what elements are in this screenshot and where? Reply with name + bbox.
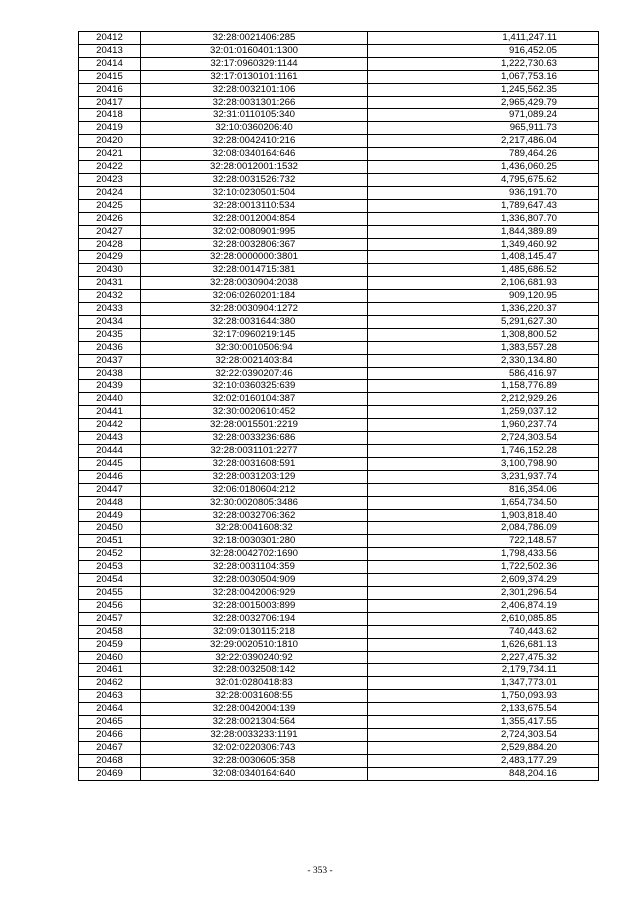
- value-cell: 2,227,475.32: [368, 651, 599, 664]
- table-row: [79, 238, 599, 251]
- row-number-cell: 20461: [79, 664, 141, 677]
- table-row: [79, 341, 599, 354]
- table-row: [79, 496, 599, 509]
- table-row: [79, 122, 599, 135]
- cadastral-number-cell: 32:30:0020610:452: [141, 406, 368, 419]
- row-number-cell: 20442: [79, 419, 141, 432]
- row-number-cell: 20453: [79, 561, 141, 574]
- row-number-cell: 20424: [79, 186, 141, 199]
- cadastral-number-cell: 32:28:0031301:266: [141, 96, 368, 109]
- table-row: [79, 277, 599, 290]
- value-cell: 1,746,152.28: [368, 445, 599, 458]
- table-row: [79, 419, 599, 432]
- table-row: [79, 483, 599, 496]
- row-number-cell: 20465: [79, 716, 141, 729]
- cadastral-number-cell: 32:28:0012004:854: [141, 212, 368, 225]
- cadastral-number-cell: 32:01:0280418:83: [141, 677, 368, 690]
- cadastral-number-cell: 32:28:0030504:909: [141, 574, 368, 587]
- value-cell: 2,406,874.19: [368, 599, 599, 612]
- value-cell: 936,191.70: [368, 186, 599, 199]
- row-number-cell: 20454: [79, 574, 141, 587]
- cadastral-number-cell: 32:28:0031203:129: [141, 470, 368, 483]
- value-cell: 965,911.73: [368, 122, 599, 135]
- table-row: [79, 161, 599, 174]
- row-number-cell: 20428: [79, 238, 141, 251]
- cadastral-number-cell: 32:28:0033233:1191: [141, 728, 368, 741]
- table-row: [79, 380, 599, 393]
- cadastral-number-cell: 32:31:0110105:340: [141, 109, 368, 122]
- row-number-cell: 20420: [79, 135, 141, 148]
- cadastral-number-cell: 32:06:0180604:212: [141, 483, 368, 496]
- value-cell: 1,067,753.16: [368, 70, 599, 83]
- value-cell: 2,106,681.93: [368, 277, 599, 290]
- table-row: [79, 406, 599, 419]
- value-cell: 2,610,085.85: [368, 612, 599, 625]
- value-cell: 2,724,303.54: [368, 432, 599, 445]
- table-row: [79, 148, 599, 161]
- table-row: [79, 44, 599, 57]
- table-row: [79, 703, 599, 716]
- table-row: [79, 290, 599, 303]
- cadastral-number-cell: 32:02:0160104:387: [141, 393, 368, 406]
- cadastral-number-cell: 32:28:0012001:1532: [141, 161, 368, 174]
- row-number-cell: 20412: [79, 32, 141, 45]
- table-row: [79, 186, 599, 199]
- cadastral-number-cell: 32:22:0390207:46: [141, 367, 368, 380]
- cadastral-number-cell: 32:28:0032706:194: [141, 612, 368, 625]
- row-number-cell: 20423: [79, 173, 141, 186]
- row-number-cell: 20419: [79, 122, 141, 135]
- cadastral-number-cell: 32:28:0015501:2219: [141, 419, 368, 432]
- row-number-cell: 20426: [79, 212, 141, 225]
- table-row: [79, 251, 599, 264]
- value-cell: 1,411,247.11: [368, 32, 599, 45]
- cadastral-number-cell: 32:09:0130115:218: [141, 625, 368, 638]
- cadastral-number-cell: 32:28:0031101:2277: [141, 445, 368, 458]
- cadastral-number-cell: 32:28:0032508:142: [141, 664, 368, 677]
- row-number-cell: 20459: [79, 638, 141, 651]
- row-number-cell: 20427: [79, 225, 141, 238]
- table-row: [79, 548, 599, 561]
- value-cell: 2,084,786.09: [368, 522, 599, 535]
- table-row: [79, 574, 599, 587]
- cadastral-number-cell: 32:28:0013110:534: [141, 199, 368, 212]
- value-cell: 1,626,681.13: [368, 638, 599, 651]
- table-row: [79, 509, 599, 522]
- table-row: [79, 561, 599, 574]
- table-row: [79, 367, 599, 380]
- table-row: [79, 70, 599, 83]
- table-row: [79, 470, 599, 483]
- row-number-cell: 20462: [79, 677, 141, 690]
- value-cell: 1,158,776.89: [368, 380, 599, 393]
- row-number-cell: 20447: [79, 483, 141, 496]
- table-row: [79, 612, 599, 625]
- row-number-cell: 20469: [79, 767, 141, 780]
- value-cell: 1,349,460.92: [368, 238, 599, 251]
- cadastral-value-table: [78, 31, 599, 781]
- table-row: [79, 303, 599, 316]
- value-cell: 2,179,734.11: [368, 664, 599, 677]
- value-cell: 2,609,374.29: [368, 574, 599, 587]
- cadastral-number-cell: 32:28:0031644:380: [141, 315, 368, 328]
- value-cell: 5,291,627.30: [368, 315, 599, 328]
- row-number-cell: 20449: [79, 509, 141, 522]
- cadastral-number-cell: 32:06:0260201:184: [141, 290, 368, 303]
- value-cell: 1,798,433.56: [368, 548, 599, 561]
- value-cell: 2,724,303.54: [368, 728, 599, 741]
- table-row: [79, 754, 599, 767]
- value-cell: 1,960,237.74: [368, 419, 599, 432]
- value-cell: 1,750,093.93: [368, 690, 599, 703]
- value-cell: 2,217,486.04: [368, 135, 599, 148]
- table-row: [79, 354, 599, 367]
- value-cell: 1,308,800.52: [368, 328, 599, 341]
- value-cell: 2,529,884.20: [368, 741, 599, 754]
- row-number-cell: 20418: [79, 109, 141, 122]
- table-row: [79, 264, 599, 277]
- row-number-cell: 20456: [79, 599, 141, 612]
- table-row: [79, 728, 599, 741]
- row-number-cell: 20422: [79, 161, 141, 174]
- row-number-cell: 20433: [79, 303, 141, 316]
- table-row: [79, 393, 599, 406]
- table-row: [79, 445, 599, 458]
- cadastral-number-cell: 32:28:0031608:55: [141, 690, 368, 703]
- row-number-cell: 20458: [79, 625, 141, 638]
- cadastral-number-cell: 32:28:0021304:564: [141, 716, 368, 729]
- cadastral-number-cell: 32:22:0390240:92: [141, 651, 368, 664]
- table-row: [79, 586, 599, 599]
- cadastral-number-cell: 32:28:0041608:32: [141, 522, 368, 535]
- cadastral-number-cell: 32:29:0020510:1810: [141, 638, 368, 651]
- value-cell: 916,452.05: [368, 44, 599, 57]
- table-row: [79, 96, 599, 109]
- cadastral-number-cell: 32:30:0020805:3486: [141, 496, 368, 509]
- row-number-cell: 20416: [79, 83, 141, 96]
- row-number-cell: 20413: [79, 44, 141, 57]
- table-row: [79, 625, 599, 638]
- table-row: [79, 199, 599, 212]
- row-number-cell: 20444: [79, 445, 141, 458]
- cadastral-number-cell: 32:28:0000000:3801: [141, 251, 368, 264]
- row-number-cell: 20439: [79, 380, 141, 393]
- cadastral-number-cell: 32:17:0960219:145: [141, 328, 368, 341]
- row-number-cell: 20455: [79, 586, 141, 599]
- value-cell: 2,133,675.54: [368, 703, 599, 716]
- value-cell: 722,148.57: [368, 535, 599, 548]
- cadastral-number-cell: 32:28:0014715:381: [141, 264, 368, 277]
- row-number-cell: 20441: [79, 406, 141, 419]
- table-row: [79, 457, 599, 470]
- cadastral-number-cell: 32:28:0042702:1690: [141, 548, 368, 561]
- table-row: [79, 109, 599, 122]
- row-number-cell: 20438: [79, 367, 141, 380]
- value-cell: 848,204.16: [368, 767, 599, 780]
- table-row: [79, 173, 599, 186]
- row-number-cell: 20432: [79, 290, 141, 303]
- cadastral-number-cell: 32:28:0032806:367: [141, 238, 368, 251]
- value-cell: 1,355,417.55: [368, 716, 599, 729]
- value-cell: 4,795,675.62: [368, 173, 599, 186]
- row-number-cell: 20463: [79, 690, 141, 703]
- cadastral-number-cell: 32:28:0030904:1272: [141, 303, 368, 316]
- row-number-cell: 20464: [79, 703, 141, 716]
- cadastral-number-cell: 32:02:0220306:743: [141, 741, 368, 754]
- value-cell: 1,222,730.63: [368, 57, 599, 70]
- value-cell: 1,383,557.28: [368, 341, 599, 354]
- value-cell: 1,844,389.89: [368, 225, 599, 238]
- row-number-cell: 20437: [79, 354, 141, 367]
- table-row: [79, 638, 599, 651]
- row-number-cell: 20414: [79, 57, 141, 70]
- cadastral-number-cell: 32:17:0130101:1161: [141, 70, 368, 83]
- row-number-cell: 20429: [79, 251, 141, 264]
- table-row: [79, 741, 599, 754]
- value-cell: 1,336,807.70: [368, 212, 599, 225]
- table-row: [79, 32, 599, 45]
- cadastral-number-cell: 32:08:0340164:640: [141, 767, 368, 780]
- row-number-cell: 20460: [79, 651, 141, 664]
- table-row: [79, 664, 599, 677]
- value-cell: 1,903,818.40: [368, 509, 599, 522]
- row-number-cell: 20431: [79, 277, 141, 290]
- value-cell: 1,347,773.01: [368, 677, 599, 690]
- row-number-cell: 20466: [79, 728, 141, 741]
- value-cell: 2,330,134.80: [368, 354, 599, 367]
- value-cell: 3,231,937.74: [368, 470, 599, 483]
- value-cell: 2,212,929.26: [368, 393, 599, 406]
- cadastral-number-cell: 32:08:0340164:646: [141, 148, 368, 161]
- row-number-cell: 20425: [79, 199, 141, 212]
- row-number-cell: 20443: [79, 432, 141, 445]
- cadastral-number-cell: 32:10:0360206:40: [141, 122, 368, 135]
- value-cell: 2,965,429.79: [368, 96, 599, 109]
- table-row: [79, 690, 599, 703]
- row-number-cell: 20446: [79, 470, 141, 483]
- value-cell: 1,245,562.35: [368, 83, 599, 96]
- row-number-cell: 20434: [79, 315, 141, 328]
- value-cell: 1,408,145.47: [368, 251, 599, 264]
- row-number-cell: 20440: [79, 393, 141, 406]
- row-number-cell: 20451: [79, 535, 141, 548]
- table-row: [79, 535, 599, 548]
- value-cell: 1,336,220.37: [368, 303, 599, 316]
- table-row: [79, 328, 599, 341]
- value-cell: 909,120.95: [368, 290, 599, 303]
- value-cell: 740,443.62: [368, 625, 599, 638]
- cadastral-number-cell: 32:28:0031608:591: [141, 457, 368, 470]
- row-number-cell: 20415: [79, 70, 141, 83]
- cadastral-number-cell: 32:28:0031526:732: [141, 173, 368, 186]
- cadastral-number-cell: 32:10:0360325:639: [141, 380, 368, 393]
- cadastral-number-cell: 32:28:0042410:216: [141, 135, 368, 148]
- row-number-cell: 20452: [79, 548, 141, 561]
- table-row: [79, 83, 599, 96]
- row-number-cell: 20417: [79, 96, 141, 109]
- row-number-cell: 20430: [79, 264, 141, 277]
- row-number-cell: 20421: [79, 148, 141, 161]
- cadastral-number-cell: 32:28:0032101:106: [141, 83, 368, 96]
- cadastral-number-cell: 32:28:0030904:2038: [141, 277, 368, 290]
- value-cell: 586,416.97: [368, 367, 599, 380]
- cadastral-number-cell: 32:28:0042006:929: [141, 586, 368, 599]
- row-number-cell: 20436: [79, 341, 141, 354]
- cadastral-number-cell: 32:10:0230501:504: [141, 186, 368, 199]
- value-cell: 1,722,502.36: [368, 561, 599, 574]
- value-cell: 2,301,296.54: [368, 586, 599, 599]
- value-cell: 789,464.26: [368, 148, 599, 161]
- value-cell: 3,100,798.90: [368, 457, 599, 470]
- cadastral-number-cell: 32:28:0042004:139: [141, 703, 368, 716]
- table-row: [79, 522, 599, 535]
- table-row: [79, 135, 599, 148]
- cadastral-number-cell: 32:02:0080901:995: [141, 225, 368, 238]
- page-number: - 353 -: [307, 866, 333, 876]
- table-row: [79, 599, 599, 612]
- cadastral-number-cell: 32:17:0960329:1144: [141, 57, 368, 70]
- cadastral-number-cell: 32:18:0030301:280: [141, 535, 368, 548]
- cadastral-number-cell: 32:30:0010506:94: [141, 341, 368, 354]
- table-row: [79, 432, 599, 445]
- cadastral-number-cell: 32:28:0032706:362: [141, 509, 368, 522]
- cadastral-number-cell: 32:28:0015003:899: [141, 599, 368, 612]
- value-cell: 1,654,734.50: [368, 496, 599, 509]
- value-cell: 1,485,686.52: [368, 264, 599, 277]
- table-row: [79, 212, 599, 225]
- row-number-cell: 20468: [79, 754, 141, 767]
- value-cell: 1,259,037.12: [368, 406, 599, 419]
- row-number-cell: 20435: [79, 328, 141, 341]
- cadastral-number-cell: 32:28:0031104:359: [141, 561, 368, 574]
- value-cell: 1,789,647.43: [368, 199, 599, 212]
- table-row: [79, 716, 599, 729]
- table-row: [79, 767, 599, 780]
- table-row: [79, 677, 599, 690]
- table-body: [79, 32, 599, 781]
- value-cell: 971,089.24: [368, 109, 599, 122]
- row-number-cell: 20457: [79, 612, 141, 625]
- value-cell: 1,436,060.25: [368, 161, 599, 174]
- table-row: [79, 651, 599, 664]
- cadastral-number-cell: 32:28:0021406:285: [141, 32, 368, 45]
- cadastral-number-cell: 32:01:0160401:1300: [141, 44, 368, 57]
- row-number-cell: 20467: [79, 741, 141, 754]
- cadastral-number-cell: 32:28:0033236:686: [141, 432, 368, 445]
- table-row: [79, 315, 599, 328]
- row-number-cell: 20445: [79, 457, 141, 470]
- value-cell: 2,483,177.29: [368, 754, 599, 767]
- cadastral-number-cell: 32:28:0021403:84: [141, 354, 368, 367]
- value-cell: 816,354.06: [368, 483, 599, 496]
- table-row: [79, 57, 599, 70]
- table-row: [79, 225, 599, 238]
- cadastral-number-cell: 32:28:0030605:358: [141, 754, 368, 767]
- row-number-cell: 20448: [79, 496, 141, 509]
- row-number-cell: 20450: [79, 522, 141, 535]
